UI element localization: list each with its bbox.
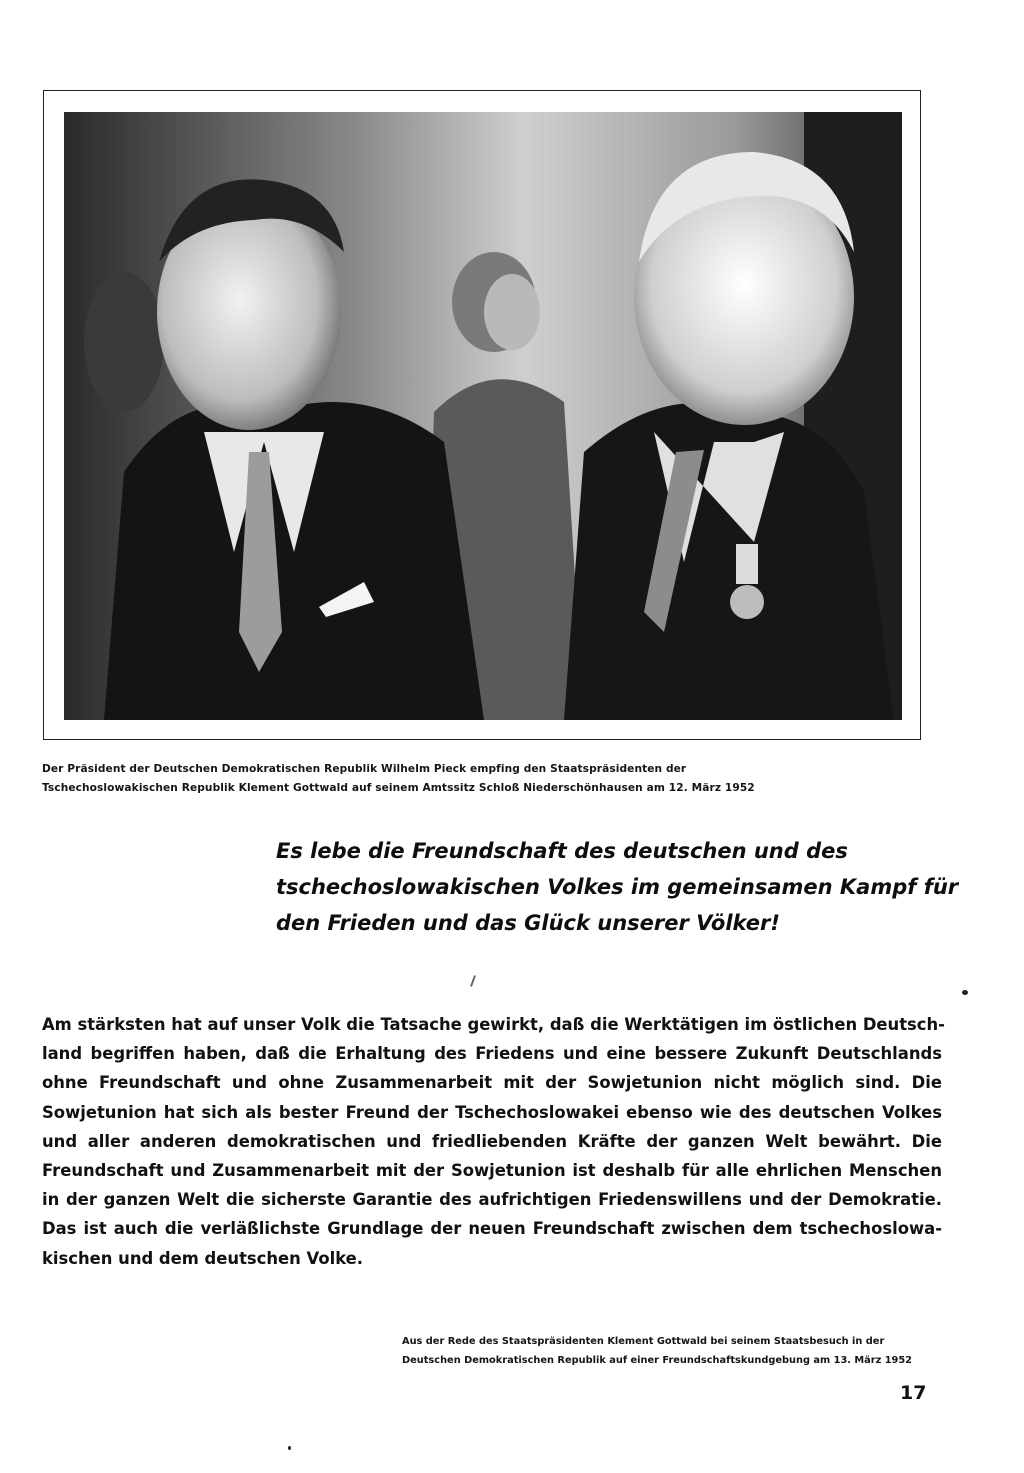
quote-line: Am stärksten hat auf unser Volk die Tatsache gewirkt, daß die Werktätigen im östlichen Deutsch- (42, 1015, 945, 1034)
quote-line: Das ist auch die verläßlichste Grundlage der neuen Freundschaft zwischen dem tschechoslowa- (42, 1219, 942, 1239)
quote-line: in der ganzen Welt die sicherste Garantie des aufrichtigen Friedenswillens und der Demokratie. (42, 1190, 942, 1210)
quote-line: kischen und dem deutschen Volke. (42, 1248, 364, 1268)
quote-line: ohne Freundschaft und ohne Zusammenarbeit mit der Sowjetunion nicht möglich sind. Die (42, 1073, 942, 1093)
source-line-1: Aus der Rede des Staatspräsidenten Klement Gottwald bei seinem Staatsbesuch in der (402, 1336, 885, 1347)
quote-line: und aller anderen demokratischen und friedliebenden Kräfte der ganzen Welt bewährt. Die (42, 1131, 942, 1151)
print-speck (962, 990, 968, 995)
caption-line-1: Der Präsident der Deutschen Demokratischen Republik Wilhelm Pieck empfing den Staatspräsidenten der (42, 763, 687, 775)
photo-caption (42, 760, 942, 798)
page-number: 17 (900, 1382, 927, 1404)
source-line-2: Deutschen Demokratischen Republik auf einer Freundschaftskundgebung am 13. März 1952 (402, 1355, 912, 1366)
photograph (64, 112, 902, 720)
quote-body (42, 1010, 945, 1273)
photograph-illustration (64, 112, 902, 720)
print-speck (288, 1446, 291, 1450)
quote-line: Freundschaft und Zusammenarbeit mit der Sowjetunion ist deshalb für alle ehrlichen Menschen (42, 1161, 942, 1181)
quote-source (402, 1332, 942, 1370)
slogan-line: Es lebe die Freundschaft des deutschen und des (276, 839, 848, 863)
slogan-line: tschechoslowakischen Volkes im gemeinsamen Kampf für (276, 875, 959, 899)
quote-line: Sowjetunion hat sich als bester Freund der Tschechoslowakei ebenso wie des deutschen Volkes (42, 1102, 942, 1122)
print-speck (470, 975, 476, 987)
slogan-heading (276, 833, 959, 941)
caption-line-2: Tschechoslowakischen Republik Klement Gottwald auf seinem Amtssitz Schloß Niederschönhausen am 12. März 1952 (42, 782, 755, 794)
quote-line: land begriffen haben, daß die Erhaltung des Friedens und eine bessere Zukunft Deutschlands (42, 1044, 942, 1064)
slogan-line: den Frieden und das Glück unserer Völker! (276, 911, 780, 935)
